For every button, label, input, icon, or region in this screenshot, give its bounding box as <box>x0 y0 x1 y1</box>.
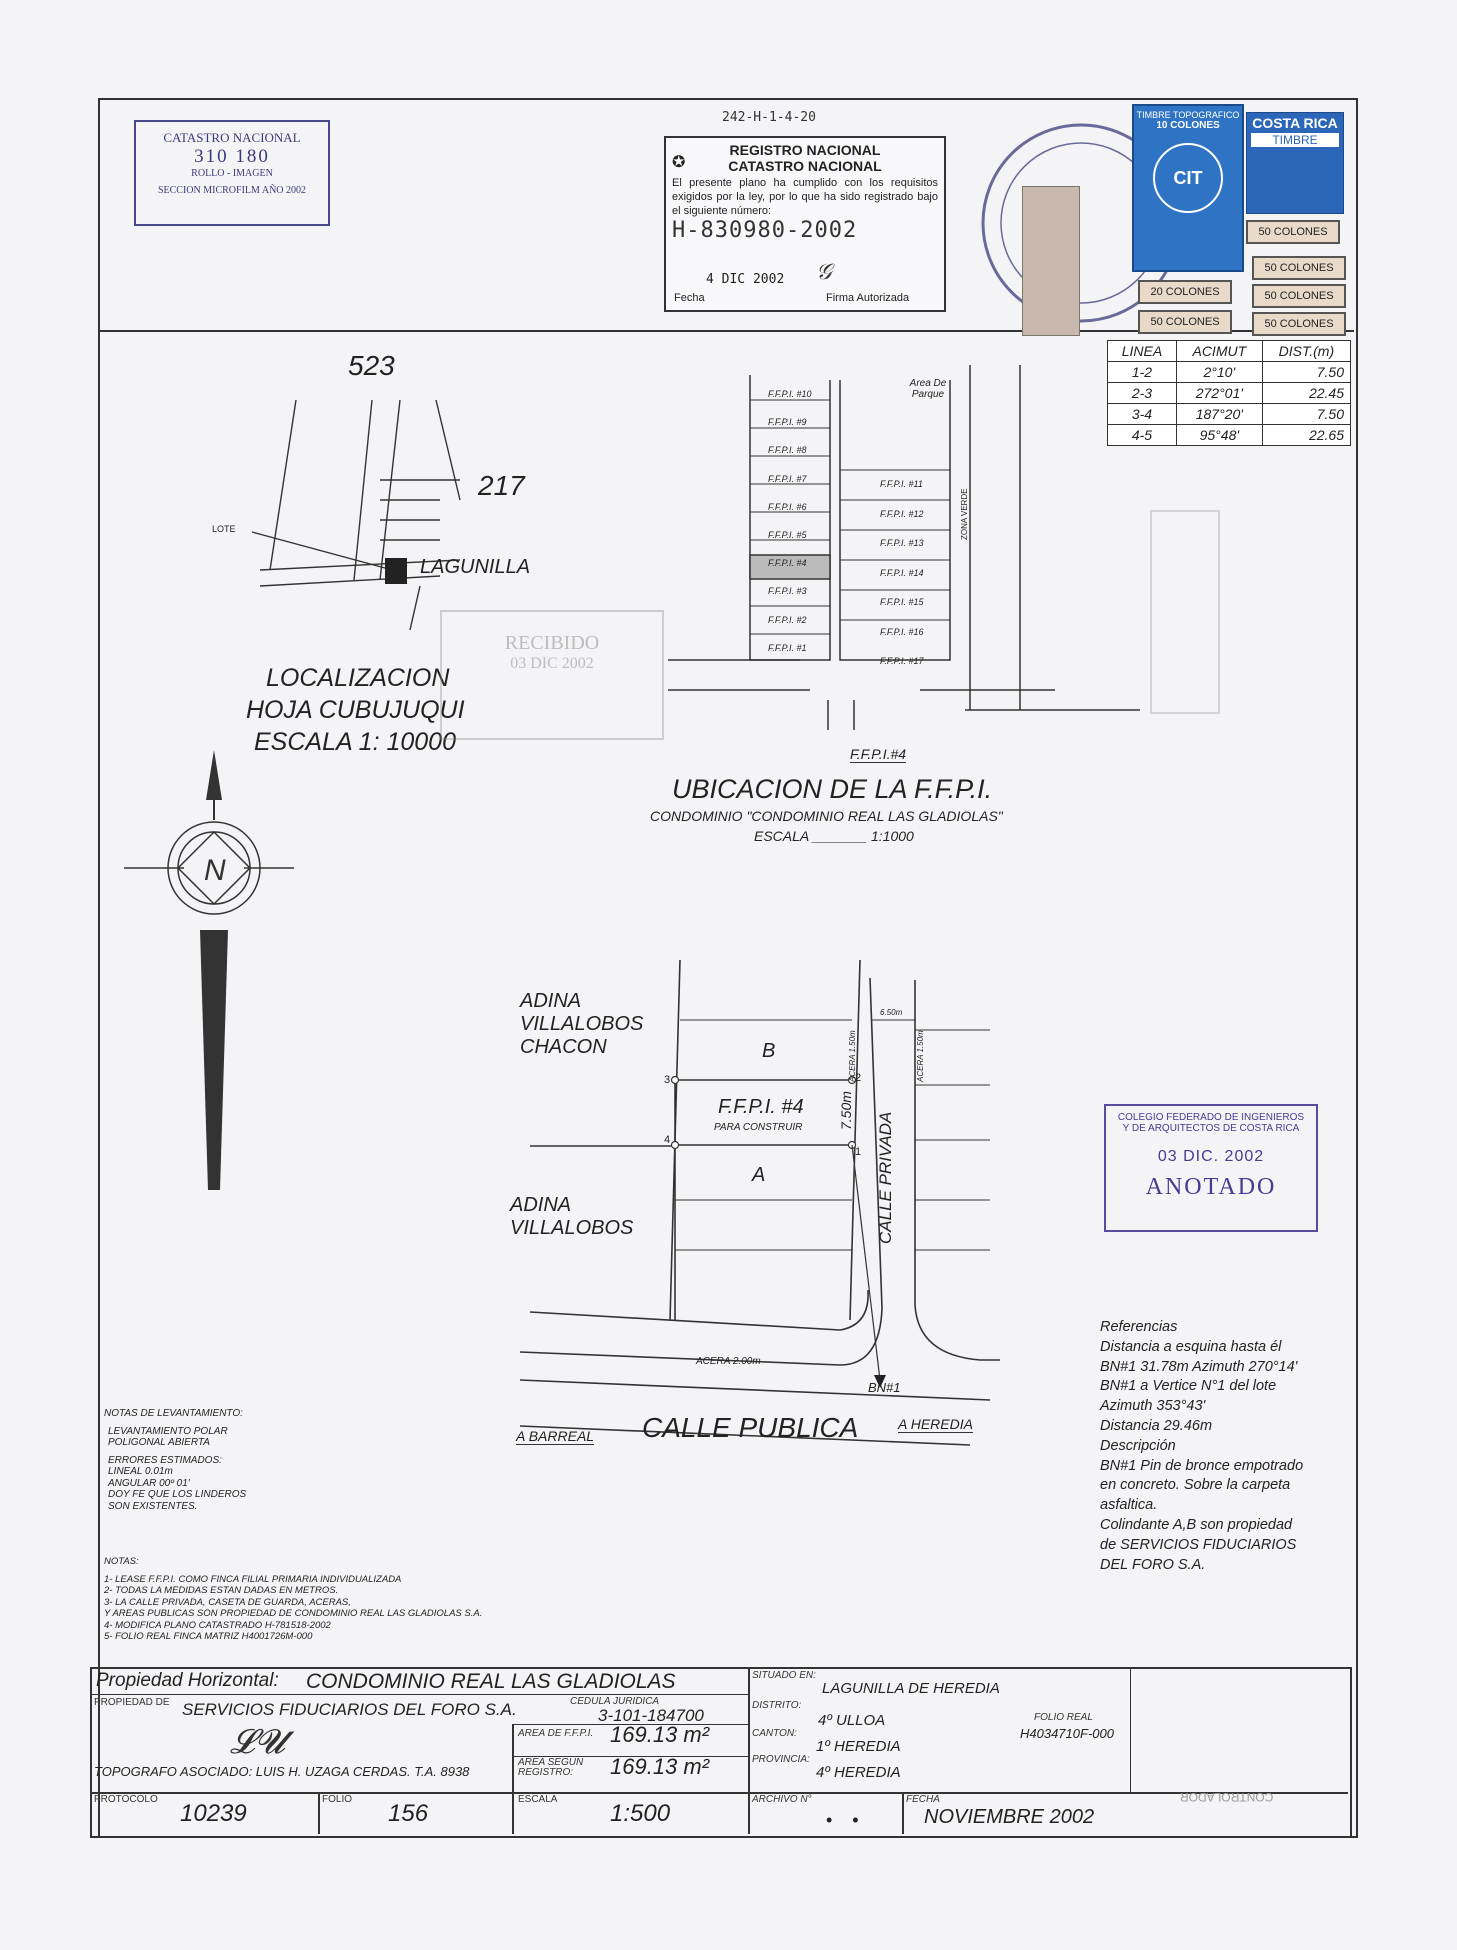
folio-real-label: FOLIO REAL <box>1034 1712 1093 1723</box>
list-item: F.F.P.I. #3 <box>768 586 807 597</box>
lot-a-label: A <box>752 1164 766 1186</box>
list-item: F.F.P.I. #5 <box>768 530 807 541</box>
catastro-stamp-number: 310 180 <box>194 146 270 167</box>
nota-line: LEVANTAMIENTO POLAR <box>108 1425 228 1437</box>
topografo-label: TOPOGRAFO ASOCIADO: LUIS H. UZAGA CERDAS. T.A. 8938 <box>94 1764 470 1779</box>
fecha-label: FECHA <box>906 1794 940 1805</box>
propiedad-label: PROPIEDAD DE <box>94 1697 170 1708</box>
received-stamp-date: 03 DIC 2002 <box>510 655 594 672</box>
referencias-block <box>1100 1318 1303 1575</box>
stamp-50-2: 50 COLONES <box>1252 256 1346 280</box>
road-width-label: 6.50m <box>880 1008 903 1017</box>
calle-privada-label: CALLE PRIVADA <box>876 1111 895 1244</box>
area-registro-label: AREA SEGUN REGISTRO: <box>518 1757 584 1778</box>
table-row <box>1108 383 1351 404</box>
controlador-label: CONTROLADOR <box>1180 1790 1274 1804</box>
list-item: F.F.P.I. #11 <box>880 479 923 489</box>
lot-b-label: B <box>762 1040 776 1062</box>
catastro-stamp-title: CATASTRO NACIONAL <box>163 130 301 145</box>
list-item: F.F.P.I. #13 <box>880 538 924 548</box>
main-lot-label: F.F.P.I. #4 <box>718 1096 804 1118</box>
ref-line: Azimuth 353°43' <box>1100 1398 1206 1415</box>
list-item: F.F.P.I. #10 <box>768 389 812 399</box>
cell-dist: 22.45 <box>1262 383 1350 404</box>
globe-icon: CIT <box>1153 143 1223 213</box>
colegio-line2: Y DE ARQUITECTOS DE COSTA RICA <box>1122 1123 1300 1134</box>
bn1-label: BN#1 <box>868 1380 901 1395</box>
seal-icon: ✪ <box>672 154 686 171</box>
col-acimut: ACIMUT <box>1176 341 1262 362</box>
area-registro-value: 169.13 m² <box>610 1754 710 1779</box>
cell-acimut: 95°48' <box>1176 425 1262 446</box>
azimuth-table <box>1107 340 1351 446</box>
stamp-50-1: 50 COLONES <box>1246 220 1340 244</box>
list-item: F.F.P.I. #9 <box>768 417 807 428</box>
nota-line: NOTAS: <box>104 1556 139 1567</box>
colegio-stamp <box>1104 1104 1318 1232</box>
title-block-vline-1 <box>318 1792 320 1834</box>
neighbor-north-line: ADINA <box>520 990 582 1012</box>
title-block-vline-3 <box>902 1792 904 1834</box>
list-item: F.F.P.I. #4 <box>768 558 807 569</box>
notas-block <box>104 1556 482 1643</box>
stamp-50-3: 50 COLONES <box>1252 284 1346 308</box>
calle-publica-label: CALLE PUBLICA <box>642 1412 859 1443</box>
situado-value: LAGUNILLA DE HEREDIA <box>822 1680 1000 1697</box>
ref-line: Colindante A,B son propiedad <box>1100 1516 1293 1533</box>
distance-label: 7.50m <box>838 1091 854 1130</box>
vertex-1: 1 <box>855 1146 862 1158</box>
distrito-label: DISTRITO: <box>752 1700 802 1711</box>
stamp-20: 20 COLONES <box>1138 280 1232 304</box>
notas-levantamiento <box>104 1408 246 1512</box>
nota-line: 2- TODAS LA MEDIDAS ESTAN DADAS EN METROS. <box>104 1585 339 1596</box>
area-ffpi-label: AREA DE F.F.P.I. <box>518 1728 594 1739</box>
nota-line: POLIGONAL ABIERTA <box>108 1437 210 1448</box>
nota-line: ERRORES ESTIMADOS: <box>108 1454 222 1466</box>
nota-line: NOTAS DE LEVANTAMIENTO: <box>104 1408 243 1419</box>
area-parque-label: Area De Parque <box>909 378 947 400</box>
escala-label: ESCALA <box>518 1794 558 1805</box>
area-ffpi-value: 169.13 m² <box>610 1722 710 1747</box>
fiscal-stamp-portrait <box>1022 186 1080 336</box>
escala-value: 1:500 <box>610 1800 671 1827</box>
colegio-line1: COLEGIO FEDERADO DE INGENIEROS <box>1117 1112 1305 1123</box>
cell-linea: 1-2 <box>1108 362 1177 383</box>
provincia-label: PROVINCIA: <box>752 1754 810 1765</box>
folio-label: FOLIO <box>322 1794 353 1805</box>
map-label-lagunilla: LAGUNILLA <box>420 556 531 578</box>
acera-right-label: ACERA 1.50m <box>916 1030 925 1082</box>
list-item: F.F.P.I. #16 <box>880 626 924 637</box>
table-row <box>1108 362 1351 383</box>
neighbor-north-line: CHACON <box>520 1036 607 1058</box>
vertex-2: 2 <box>855 1072 862 1084</box>
list-item: F.F.P.I. #12 <box>880 508 924 519</box>
timbre-label: TIMBRE <box>1251 133 1339 147</box>
folio-value: 156 <box>388 1800 429 1827</box>
protocolo-label: PROTOCOLO <box>94 1794 158 1805</box>
registro-firma-label: Firma Autorizada <box>826 292 910 304</box>
vertex-3: 3 <box>664 1074 671 1086</box>
location-title: LOCALIZACION <box>266 664 450 692</box>
ref-line: asfaltica. <box>1100 1497 1158 1514</box>
registro-date: 4 DIC 2002 <box>706 272 785 287</box>
registro-title2: CATASTRO NACIONAL <box>728 158 882 174</box>
right-lots-list <box>880 470 924 677</box>
list-item: F.F.P.I. #1 <box>768 642 807 653</box>
registro-title1: REGISTRO NACIONAL <box>729 142 881 158</box>
protocolo-value: 10239 <box>180 1800 247 1827</box>
acera-2m-label: ACERA 2.00m <box>696 1356 761 1367</box>
cedula-value: 3-101-184700 <box>598 1706 704 1725</box>
propiedad-value: SERVICIOS FIDUCIARIOS DEL FORO S.A. <box>182 1700 517 1719</box>
ref-line: de SERVICIOS FIDUCIARIOS <box>1100 1536 1297 1553</box>
title-block-hline-2 <box>90 1694 748 1695</box>
neighbor-south-line: VILLALOBOS <box>510 1217 634 1239</box>
map-label-523: 523 <box>348 350 395 381</box>
ref-line: Distancia 29.46m <box>1100 1417 1213 1434</box>
ref-line: Referencias <box>1100 1319 1178 1335</box>
location-escala: ESCALA 1: 10000 <box>254 728 456 756</box>
received-stamp <box>440 610 664 740</box>
timbre-topografico-label: TIMBRE TOPOGRAFICO <box>1136 110 1240 120</box>
registro-number: H-830980-2002 <box>672 218 858 243</box>
canton-label: CANTON: <box>752 1728 797 1739</box>
nota-line: 5- FOLIO REAL FINCA MATRIZ H4001726M-000 <box>104 1631 313 1642</box>
title-block-vline-4 <box>1130 1667 1131 1792</box>
cell-linea: 3-4 <box>1108 404 1177 425</box>
list-item: F.F.P.I. #15 <box>880 597 924 607</box>
ph-label: Propiedad Horizontal: <box>96 1670 279 1691</box>
site-plan-subtitle: CONDOMINIO "CONDOMINIO REAL LAS GLADIOLAS" <box>650 808 1003 824</box>
list-item: F.F.P.I. #8 <box>768 445 807 456</box>
pointer-label: F.F.P.I.#4 <box>850 746 907 762</box>
catastro-stamp-line3: SECCION MICROFILM AÑO 2002 <box>157 185 307 196</box>
ref-line: Distancia a esquina hasta él <box>1100 1338 1282 1355</box>
neighbor-south-line: ADINA <box>510 1194 572 1216</box>
situado-label: SITUADO EN: <box>752 1670 816 1681</box>
svg-text:N: N <box>204 854 226 887</box>
topografo-signature: 𝓛𝓤 <box>230 1722 285 1762</box>
cell-linea: 4-5 <box>1108 425 1177 446</box>
cell-acimut: 187°20' <box>1176 404 1262 425</box>
ph-value: CONDOMINIO REAL LAS GLADIOLAS <box>306 1670 676 1693</box>
col-dist: DIST.(m) <box>1262 341 1350 362</box>
catastro-stamp-line2: ROLLO - IMAGEN <box>191 168 273 179</box>
table-row <box>1108 404 1351 425</box>
ref-line: BN#1 Pin de bronce empotrado <box>1100 1457 1304 1474</box>
registro-signature: 𝒢 <box>816 260 832 285</box>
azimuth-table-header <box>1108 341 1351 362</box>
neighbor-south <box>510 1194 633 1240</box>
archivo-marks: • • <box>826 1810 859 1830</box>
costa-rica-label: COSTA RICA <box>1252 115 1338 131</box>
list-item: F.F.P.I. #6 <box>768 501 807 512</box>
provincia-value: 4º HEREDIA <box>816 1764 901 1781</box>
cell-linea: 2-3 <box>1108 383 1177 404</box>
table-row <box>1108 425 1351 446</box>
title-block-vline-2 <box>512 1724 514 1834</box>
registro-stamp <box>664 136 946 312</box>
nota-line: 3- LA CALLE PRIVADA, CASETA DE GUARDA, ACERAS, <box>104 1596 351 1608</box>
list-item: F.F.P.I. #2 <box>768 614 807 625</box>
left-lots-list <box>768 380 812 662</box>
lote-marker <box>385 558 407 584</box>
site-plan-title: UBICACION DE LA F.F.P.I. <box>672 774 993 804</box>
nota-line: Y AREAS PUBLICAS SON PROPIEDAD DE CONDOMINIO REAL LAS GLADIOLAS S.A. <box>104 1608 483 1619</box>
received-stamp-label: RECIBIDO <box>504 632 600 654</box>
nota-line: SON EXISTENTES. <box>108 1500 198 1512</box>
col-linea: LINEA <box>1108 341 1177 362</box>
ref-line: Descripción <box>1100 1437 1176 1454</box>
neighbor-north-line: VILLALOBOS <box>520 1013 644 1035</box>
archivo-label: ARCHIVO N° <box>752 1794 812 1805</box>
para-construir-label: PARA CONSTRUIR <box>714 1122 803 1133</box>
ref-line: BN#1 a Vertice N°1 del lote <box>1100 1378 1277 1395</box>
map-label-217: 217 <box>478 470 525 501</box>
stamp-50-5: 50 COLONES <box>1252 312 1346 336</box>
nota-line: LINEAL 0.01m <box>108 1466 173 1477</box>
cell-dist: 22.65 <box>1262 425 1350 446</box>
registro-body: El presente plano ha cumplido con los requisitos exigidos por la ley, por lo que ha sido registrado bajo el siguiente número: <box>672 177 938 217</box>
site-plan-escala: ESCALA _______ 1:1000 <box>754 828 914 844</box>
nota-line: DOY FE QUE LOS LINDEROS <box>108 1489 247 1500</box>
list-item: F.F.P.I. #17 <box>880 656 924 666</box>
ref-line: BN#1 31.78m Azimuth 270°14' <box>1100 1358 1298 1375</box>
cell-dist: 7.50 <box>1262 362 1350 383</box>
list-item: F.F.P.I. #14 <box>880 567 924 578</box>
cell-acimut: 272°01' <box>1176 383 1262 404</box>
neighbor-north <box>520 990 643 1059</box>
cell-acimut: 2°10' <box>1176 362 1262 383</box>
canton-value: 1º HEREDIA <box>816 1738 901 1755</box>
colegio-anotado: ANOTADO <box>1145 1174 1277 1200</box>
list-item: F.F.P.I. #7 <box>768 473 807 484</box>
cell-dist: 7.50 <box>1262 404 1350 425</box>
map-label-lote: LOTE <box>212 524 236 534</box>
location-hoja: HOJA CUBUJUQUI <box>246 696 465 724</box>
stamp-50-4: 50 COLONES <box>1138 310 1232 334</box>
timbre-diez-colones: 10 COLONES <box>1156 120 1220 131</box>
nota-line: ANGULAR 00º 01' <box>108 1477 190 1489</box>
faded-side-stamp <box>1150 510 1220 714</box>
ref-line: DEL FORO S.A. <box>1100 1556 1206 1573</box>
a-barreal-label: A BARREAL <box>516 1428 595 1444</box>
acera-left-label: ACERA 1.50m <box>848 1030 857 1082</box>
nota-line: 4- MODIFICA PLANO CATASTRADO H-781518-2002 <box>104 1619 331 1631</box>
timbre-topografico-stamp <box>1132 104 1244 272</box>
distrito-value: 4º ULLOA <box>818 1712 886 1729</box>
registro-fecha-label: Fecha <box>674 292 705 304</box>
costa-rica-timbre-stamp <box>1246 112 1344 214</box>
title-block-divider <box>748 1667 750 1834</box>
ref-line: en concreto. Sobre la carpeta <box>1100 1477 1291 1494</box>
fecha-value: NOVIEMBRE 2002 <box>924 1806 1095 1828</box>
colegio-date: 03 DIC. 2002 <box>1157 1148 1265 1165</box>
nota-line: 1- LEASE F.F.P.I. COMO FINCA FILIAL PRIMARIA INDIVIDUALIZADA <box>104 1573 402 1585</box>
handwritten-reference: 242-H-1-4-20 <box>722 110 816 125</box>
title-block-hline <box>90 1792 748 1794</box>
a-heredia-label: A HEREDIA <box>898 1416 973 1432</box>
catastro-stamp <box>134 120 330 226</box>
north-arrow-icon <box>124 750 294 1190</box>
cedula-label: CEDULA JURIDICA <box>570 1696 660 1707</box>
folio-real-value: H4034710F-000 <box>1020 1726 1114 1741</box>
vertex-4: 4 <box>664 1134 671 1146</box>
zona-verde-label: ZONA VERDE <box>960 488 969 540</box>
